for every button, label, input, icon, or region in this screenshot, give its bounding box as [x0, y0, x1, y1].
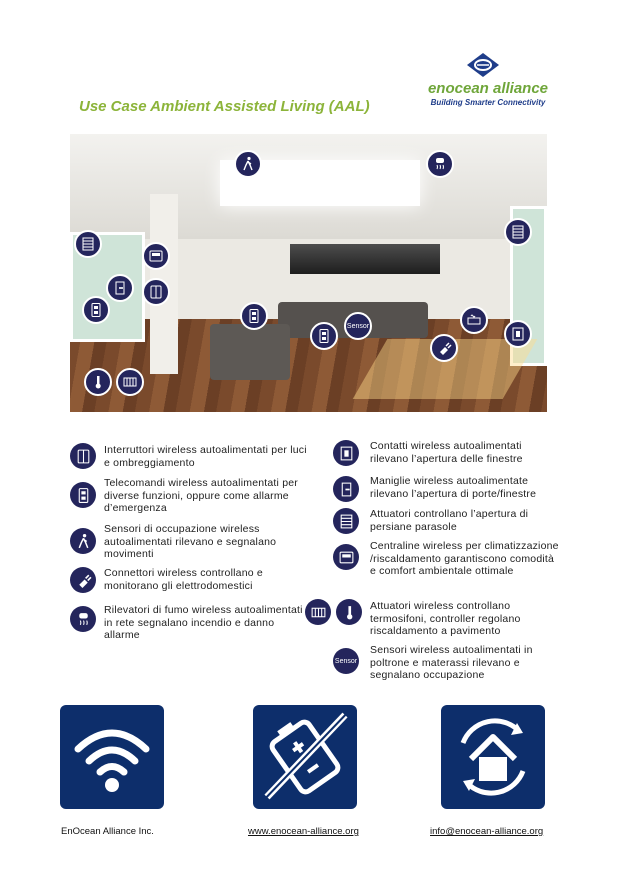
no-battery-icon [253, 705, 357, 809]
light-switch-icon [70, 443, 96, 469]
blind-actuator-icon [74, 230, 102, 258]
legend-remote-control: Telecomandi wireless autoalimentati per diverse funzioni, oppure come allarme d’emergenza [104, 477, 298, 514]
legend-climate-control: Centraline wireless per climatizzazione /riscaldamento garantiscono comodità e comfort ambientale ottimale [370, 540, 559, 577]
occupancy-walking-icon [70, 528, 96, 554]
remote-control-icon [240, 302, 268, 330]
sensor-badge-icon [344, 312, 372, 340]
smart-home-tile [441, 705, 545, 809]
legend-blind-actuator: Attuatori controllano l’apertura di persiane parasole [370, 508, 529, 533]
armchair [210, 324, 290, 380]
thermostat-icon [336, 599, 362, 625]
brand-tagline: Building Smarter Connectivity [430, 98, 546, 107]
occupancy-walking-icon [234, 150, 262, 178]
smoke-detector-icon [426, 150, 454, 178]
heating-actuator-icon [305, 599, 331, 625]
legend-smoke-detector: Rilevatori di fumo wireless autoalimentati in rete segnalano incendio e danno allarme [104, 604, 303, 641]
room-photo [70, 134, 547, 412]
sensor-badge-label: Sensor [346, 322, 370, 330]
light-switch-icon [142, 278, 170, 306]
blind-actuator-icon [333, 508, 359, 534]
footer-company: EnOcean Alliance Inc. [61, 826, 154, 837]
radiator-valve-icon [116, 368, 144, 396]
legend-light-switch: Interruttori wireless autoalimentati per luci e ombreggiamento [104, 444, 307, 469]
remote-control-icon [70, 482, 96, 508]
no-battery-tile [253, 705, 357, 809]
smoke-detector-icon [70, 606, 96, 632]
legend-window-contact: Contatti wireless autoalimentati rilevano l’apertura delle finestre [370, 440, 523, 465]
sensor-badge-label: Sensor [334, 657, 358, 665]
legend-occupancy: Sensori di occupazione wireless autoalimentati rilevano e segnalano movimenti [104, 523, 277, 560]
blind-actuator-icon [504, 218, 532, 246]
window-contact-icon [504, 320, 532, 348]
door-handle-icon [106, 274, 134, 302]
plug-connector-icon [70, 567, 96, 593]
thermostat-panel-icon [333, 544, 359, 570]
legend-seat-sensor: Sensori wireless autoalimentati in poltrone e materassi rilevano e segnalano occupazione [370, 644, 533, 681]
sensor-badge-icon [333, 648, 359, 674]
legend-connector: Connettori wireless controllano e monitorano gli elettrodomestici [104, 567, 263, 592]
heating-actuator-icon [460, 306, 488, 334]
remote-control-icon [82, 296, 110, 324]
remote-control-icon [310, 322, 338, 350]
legend-heating-actuator: Attuatori wireless controllano termosifoni, controller regolano riscaldamento a pavimento [370, 600, 521, 637]
plug-connector-icon [430, 334, 458, 362]
thermostat-icon [84, 368, 112, 396]
footer-website-link[interactable]: www.enocean-alliance.org [248, 826, 359, 837]
footer-email-link[interactable]: info@enocean-alliance.org [430, 826, 544, 837]
smart-home-icon [441, 705, 545, 809]
enocean-logo-icon [466, 52, 500, 78]
enocean-logo [418, 52, 558, 112]
legend-door-handle: Maniglie wireless autoalimentate rilevano l’apertura di porte/finestre [370, 475, 537, 500]
skyline-painting [290, 244, 440, 274]
wireless-tile [60, 705, 164, 809]
page-title: Use Case Ambient Assisted Living (AAL) [79, 98, 370, 115]
door-handle-icon [333, 476, 359, 502]
window-contact-icon [333, 440, 359, 466]
brand-name: enocean alliance [427, 80, 549, 97]
thermostat-panel-icon [142, 242, 170, 270]
wireless-icon [60, 705, 164, 809]
